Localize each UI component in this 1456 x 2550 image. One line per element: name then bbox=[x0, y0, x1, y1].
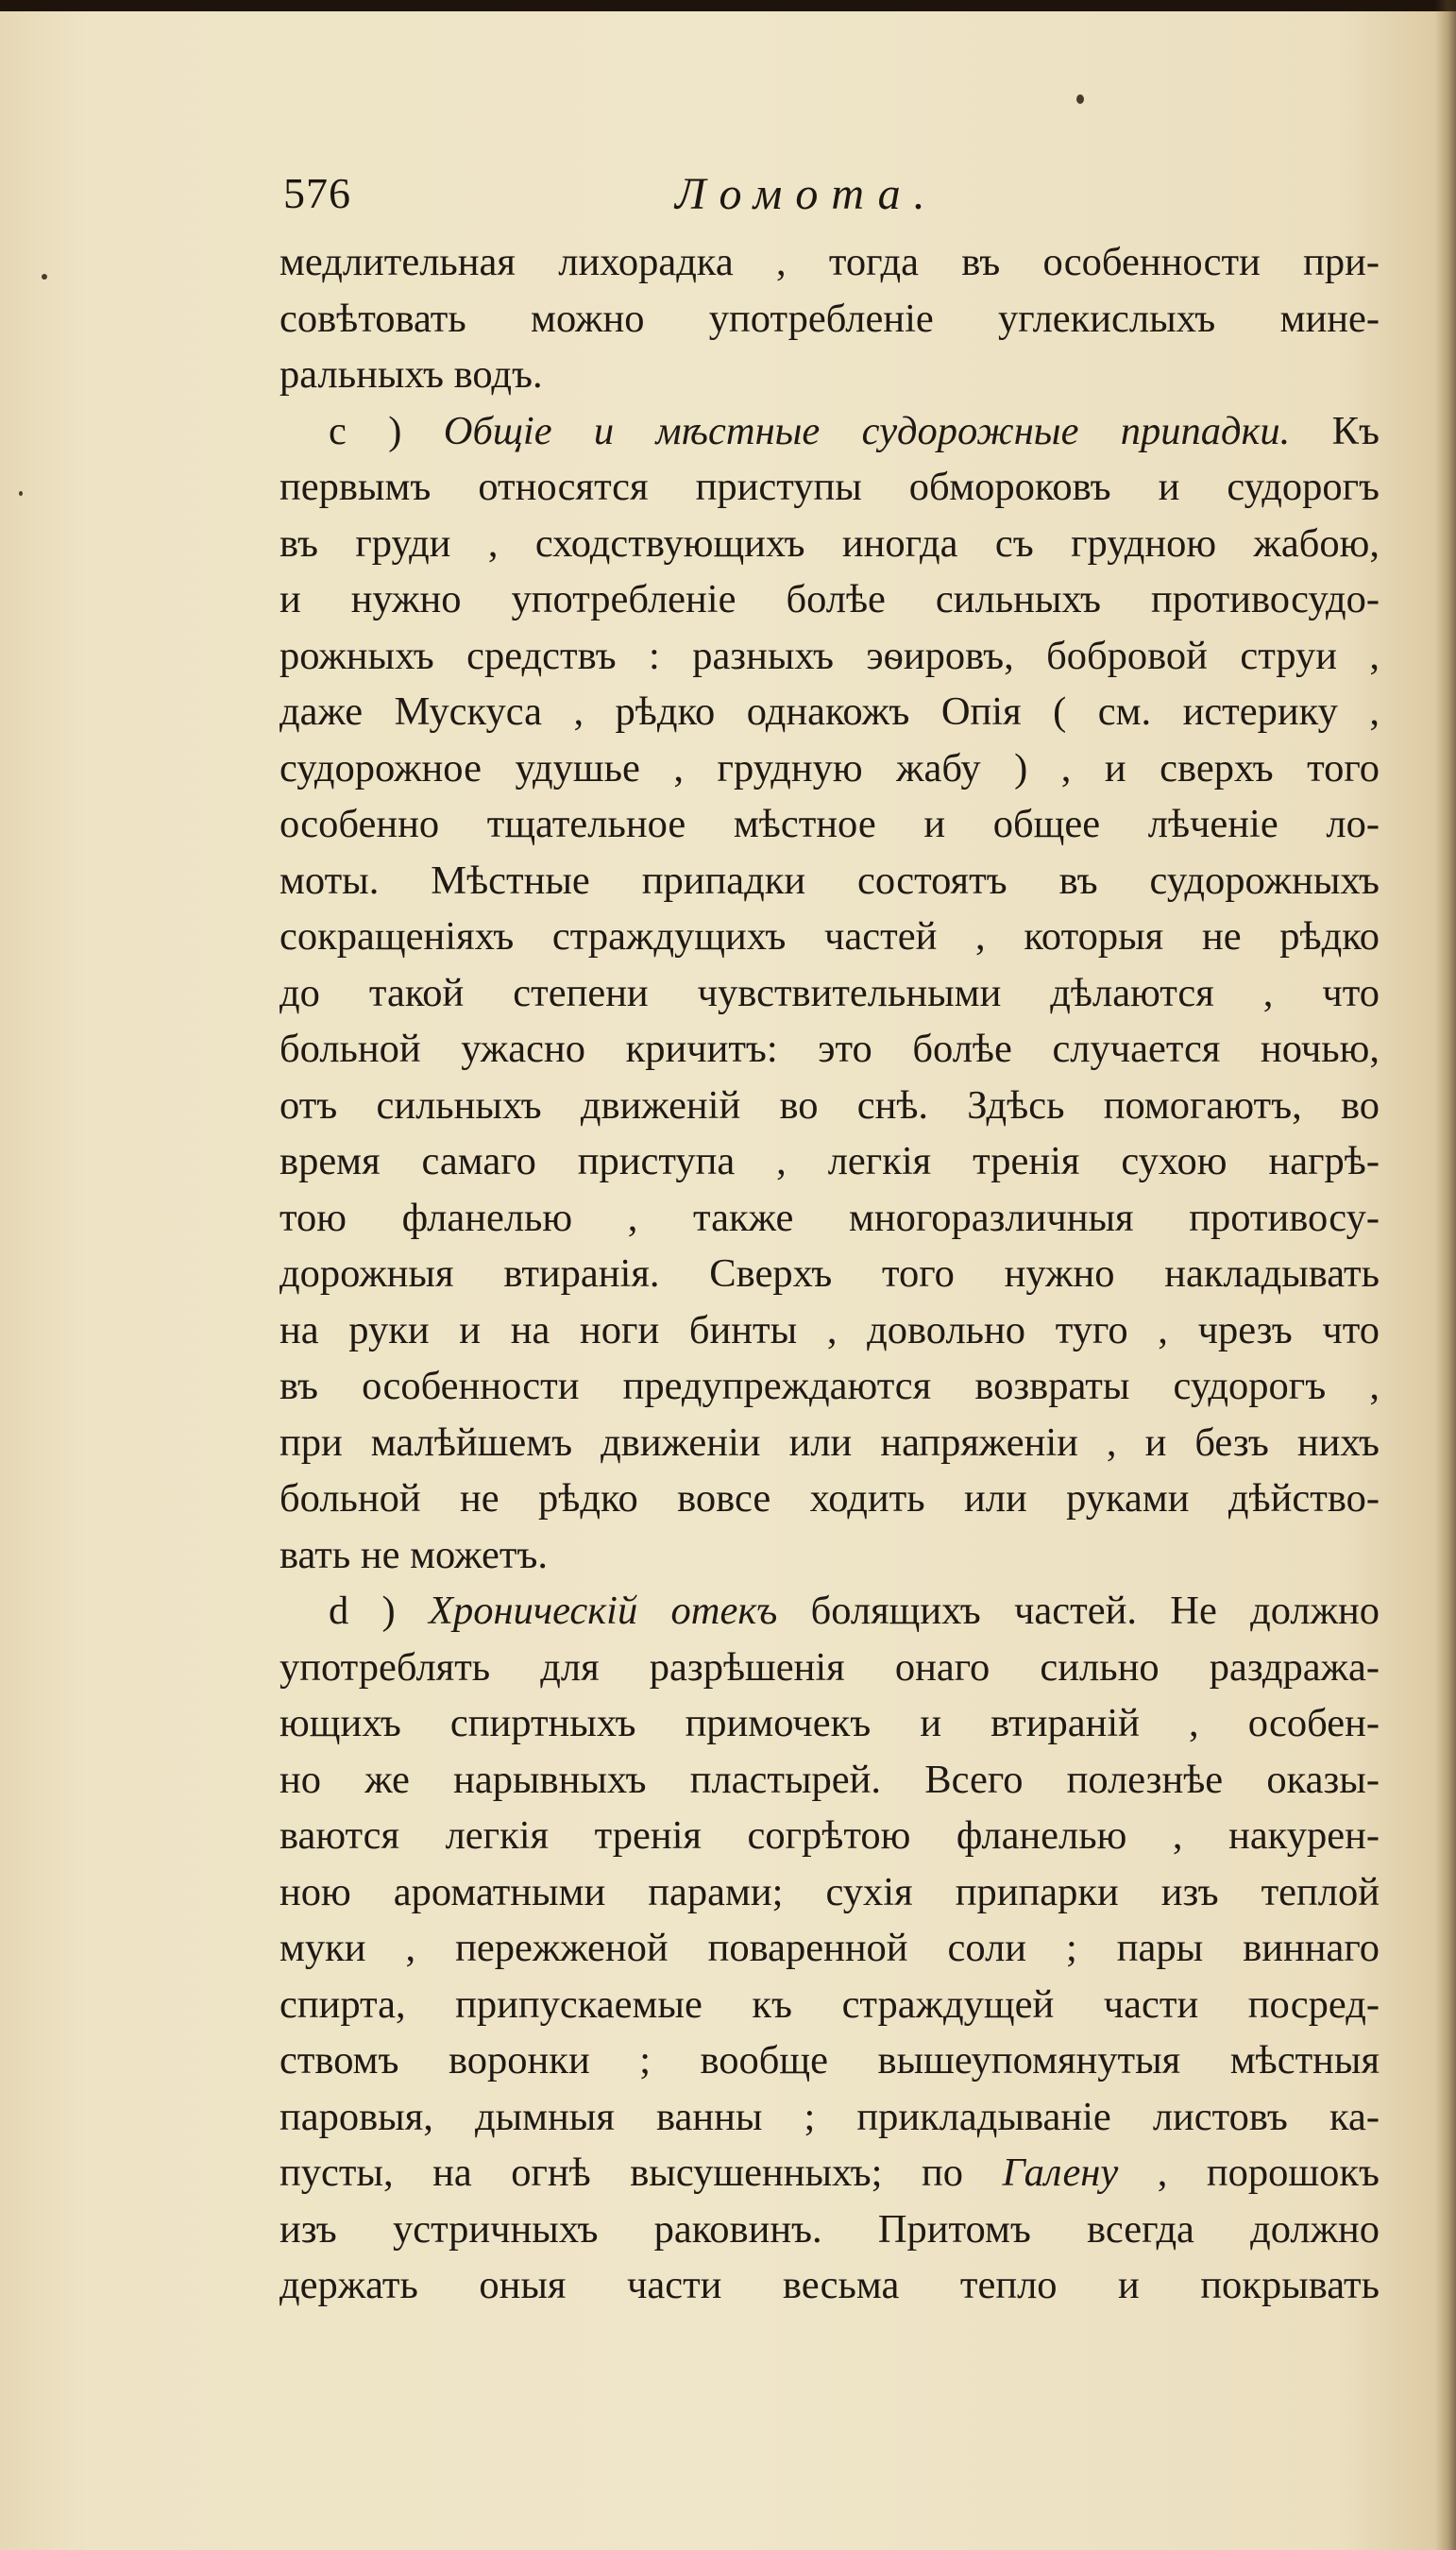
text-segment: сокращеніяхъ страждущихъ частей , которыя не рѣдко bbox=[279, 914, 1380, 959]
text-line bbox=[279, 1021, 1380, 1078]
text-line bbox=[279, 1527, 1380, 1584]
text-line bbox=[279, 684, 1380, 740]
text-segment: больной ужасно кричитъ: это болѣе случается ночью, bbox=[279, 1027, 1380, 1071]
text-line bbox=[279, 965, 1380, 1022]
text-line bbox=[279, 796, 1380, 853]
text-line bbox=[279, 853, 1380, 910]
text-line bbox=[279, 1470, 1380, 1527]
text-segment: спирта, припускаемые къ страждущей части посред- bbox=[279, 1981, 1380, 2027]
italic-segment: Общіе и мѣстные судорожные припадки. bbox=[443, 408, 1291, 453]
page-number: 576 bbox=[283, 169, 351, 217]
text-line bbox=[279, 347, 1380, 403]
text-segment: d ) bbox=[329, 1589, 430, 1633]
ink-speck bbox=[19, 491, 23, 496]
text-line bbox=[279, 234, 1380, 291]
page-right-edge bbox=[1435, 0, 1456, 2550]
text-line bbox=[279, 628, 1380, 685]
text-line bbox=[279, 2202, 1380, 2258]
text-segment: употреблять для разрѣшенія онаго сильно раздража- bbox=[279, 1644, 1380, 1690]
text-segment: совѣтовать можно употребленіе углекислыхъ мине- bbox=[279, 296, 1380, 341]
text-line bbox=[279, 1640, 1380, 1696]
page-header bbox=[283, 168, 1388, 234]
text-segment: паровыя, дымныя ванны ; прикладываніе листовъ ка- bbox=[279, 2094, 1380, 2139]
text-line bbox=[279, 1358, 1380, 1415]
text-segment: даже Мускуса , рѣдко однакожъ Опія ( см. истерику , bbox=[279, 689, 1380, 734]
text-segment: изъ устричныхъ раковинъ. Притомъ всегда должно bbox=[279, 2206, 1380, 2252]
text-line bbox=[279, 1302, 1380, 1359]
text-segment: ющихъ спиртныхъ примочекъ и втираній , особен- bbox=[279, 1701, 1380, 1745]
text-segment: и нужно употребленіе болѣе сильныхъ противосудо- bbox=[279, 577, 1380, 621]
text-segment: до такой степени чувствительными дѣлаются , что bbox=[279, 970, 1380, 1015]
text-segment: судорожное удушье , грудную жабу ) , и сверхъ того bbox=[279, 745, 1380, 790]
text-line bbox=[279, 403, 1380, 460]
ink-speck bbox=[1076, 94, 1084, 104]
text-line bbox=[279, 2145, 1380, 2202]
text-line bbox=[279, 2257, 1380, 2314]
text-segment: больной не рѣдко вовсе ходить или руками дѣйство- bbox=[279, 1476, 1380, 1521]
text-segment: ствомъ воронки ; вообще вышеупомянутыя мѣстныя bbox=[279, 2038, 1380, 2082]
text-segment: ною ароматными парами; сухія припарки изъ теплой bbox=[279, 1869, 1380, 1914]
text-segment: особенно тщательное мѣстное и общее лѣченіе ло- bbox=[279, 802, 1380, 846]
text-line bbox=[279, 571, 1380, 628]
text-segment: Къ bbox=[1290, 408, 1380, 453]
text-segment: но же нарывныхъ пластырей. Всего полезнѣе оказы- bbox=[279, 1757, 1380, 1802]
text-line bbox=[279, 909, 1380, 965]
text-line bbox=[279, 1752, 1380, 1809]
text-line bbox=[279, 1190, 1380, 1247]
text-line bbox=[279, 1246, 1380, 1302]
text-line bbox=[279, 459, 1380, 516]
text-line bbox=[279, 2089, 1380, 2146]
text-segment: первымъ относятся приступы обмороковъ и судорогъ bbox=[279, 465, 1380, 509]
text-segment: ваются легкія тренія согрѣтою фланелью , накурен- bbox=[279, 1813, 1380, 1858]
text-segment: тою фланелью , также многоразличныя противосу- bbox=[279, 1195, 1380, 1240]
text-segment: въ особенности предупреждаются возвраты судорогъ , bbox=[279, 1364, 1380, 1408]
text-segment: муки , пережженой поваренной соли ; пары виннаго bbox=[279, 1926, 1380, 1970]
text-segment: медлительная лихорадка , тогда въ особенности при- bbox=[279, 240, 1380, 284]
text-segment: при малѣйшемъ движеніи или напряженіи , и безъ нихъ bbox=[279, 1420, 1380, 1465]
ink-speck bbox=[42, 274, 47, 280]
text-segment: пусты, на огнѣ высушенныхъ; по bbox=[279, 2150, 1003, 2195]
page-top-edge bbox=[0, 0, 1456, 11]
text-segment: рожныхъ средствъ : разныхъ эѳировъ, бобровой струи , bbox=[279, 633, 1380, 678]
text-segment: отъ сильныхъ движеній во снѣ. Здѣсь помогаютъ, во bbox=[279, 1082, 1380, 1128]
text-segment: вать не можетъ. bbox=[279, 1532, 549, 1577]
text-segment: болящихъ частей. Не должно bbox=[777, 1589, 1380, 1633]
text-segment: моты. Мѣстные припадки состоятъ въ судорожныхъ bbox=[279, 858, 1380, 903]
text-segment: ральныхъ водъ. bbox=[279, 352, 543, 397]
text-segment: дорожныя втиранія. Сверхъ того нужно накладывать bbox=[279, 1251, 1380, 1296]
text-line bbox=[279, 1133, 1380, 1190]
text-line bbox=[279, 1808, 1380, 1864]
italic-segment: Галену bbox=[1002, 2150, 1119, 2195]
text-line bbox=[279, 1864, 1380, 1921]
text-line bbox=[279, 1078, 1380, 1134]
text-line bbox=[279, 1583, 1380, 1640]
text-segment: держать оныя части весьма тепло и покрывать bbox=[279, 2263, 1380, 2307]
text-line bbox=[279, 1920, 1380, 1977]
text-line bbox=[279, 1415, 1380, 1471]
running-title: Ломота. bbox=[675, 169, 939, 219]
text-line bbox=[279, 2032, 1380, 2089]
text-line bbox=[279, 291, 1380, 348]
italic-segment: Хроническій отекъ bbox=[429, 1589, 778, 1633]
text-segment: c ) bbox=[329, 408, 444, 453]
text-segment: , порошокъ bbox=[1118, 2150, 1380, 2195]
text-segment: время самаго приступа , легкія тренія сухою нагрѣ- bbox=[279, 1139, 1380, 1183]
text-segment: на руки и на ноги бинты , довольно туго , чрезъ что bbox=[279, 1307, 1380, 1352]
text-line bbox=[279, 1695, 1380, 1752]
text-segment: въ груди , сходствующихъ иногда съ грудною жабою, bbox=[279, 520, 1380, 566]
text-line bbox=[279, 1977, 1380, 2033]
text-line bbox=[279, 740, 1380, 797]
text-line bbox=[279, 516, 1380, 572]
body-text bbox=[279, 234, 1380, 2314]
